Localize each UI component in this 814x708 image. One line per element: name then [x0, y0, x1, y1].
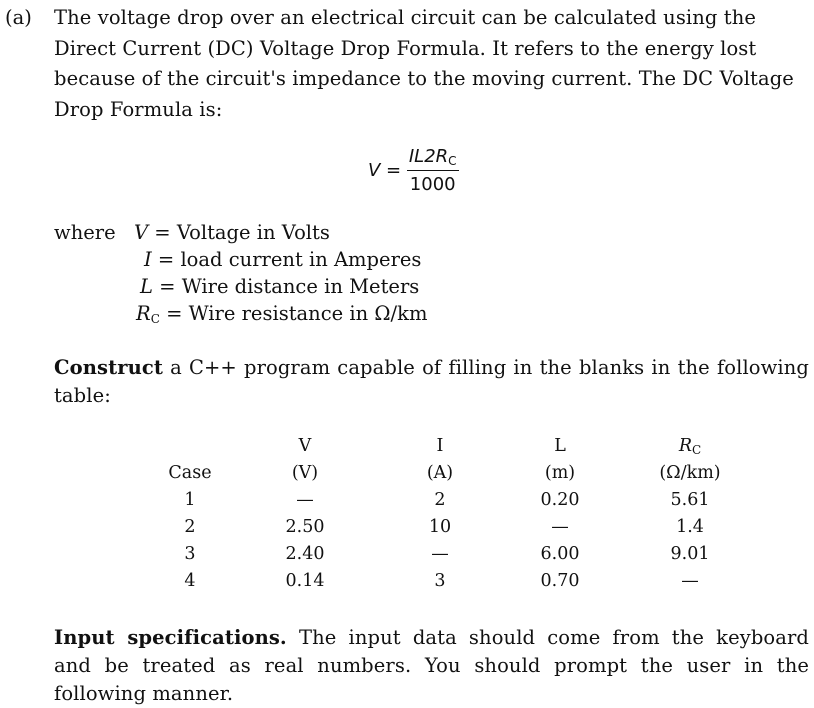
table-cell: —: [681, 570, 699, 591]
unit-rc: (Ω/km): [659, 462, 721, 483]
construct-bold: Construct: [54, 356, 163, 379]
table-row: [155, 567, 755, 594]
part-label: (a): [5, 6, 32, 29]
column-header-i: I: [436, 435, 444, 456]
definition-v: V = Voltage in Volts: [134, 221, 330, 244]
formula-denominator: 1000: [409, 174, 456, 195]
unit-v: (V): [291, 462, 319, 483]
table-cell: 0.20: [540, 489, 580, 510]
table-row: [155, 540, 755, 567]
formula-lhs: V =: [368, 160, 402, 181]
table-row: [155, 513, 755, 540]
unit-i: (A): [426, 462, 454, 483]
column-header-case: Case: [168, 462, 212, 483]
table-cell: 9.01: [670, 543, 710, 564]
intro-line: Direct Current (DC) Voltage Drop Formula. It refers to the energy lost: [54, 36, 757, 60]
table-cell: 10: [428, 516, 452, 537]
formula-numerator: $IL2R_C$: [407, 146, 459, 171]
table-units-row: [155, 459, 755, 486]
table-cell: 4: [184, 570, 196, 591]
input-spec-line-1: The input data should come from the keyboard: [286, 626, 809, 649]
table-cell: 2: [184, 516, 196, 537]
construct-line-2: table:: [54, 384, 111, 407]
column-header-v: V: [298, 435, 312, 456]
table-cell: 2.50: [285, 516, 325, 537]
construct-paragraph: [54, 354, 809, 410]
column-header-rc: $R_C$: [678, 435, 702, 457]
input-spec-line-3: following manner.: [54, 682, 234, 705]
formula-fraction: [407, 146, 459, 195]
table-cell: 2.40: [285, 543, 325, 564]
table-cell: 3: [184, 543, 196, 564]
voltage-drop-formula: [368, 146, 459, 195]
table-cell: 1: [184, 489, 196, 510]
intro-paragraph: [54, 3, 809, 125]
unit-l: (m): [544, 462, 576, 483]
table-cell: 6.00: [540, 543, 580, 564]
column-header-l: L: [554, 435, 566, 456]
table-cell: 5.61: [670, 489, 710, 510]
definition-l: L = Wire distance in Meters: [140, 275, 420, 298]
construct-line-1: a C++ program capable of filling in the blanks in the following: [162, 356, 809, 379]
input-spec-bold: Input specifications.: [54, 626, 287, 649]
table-cell: 2: [434, 489, 446, 510]
definition-rc: $R_C$ = Wire resistance in Ω/km: [136, 302, 428, 326]
table-header-row: [155, 432, 755, 459]
input-spec-paragraph: [54, 624, 809, 708]
where-label: where: [54, 221, 116, 244]
table-row: [155, 486, 755, 513]
intro-line: Drop Formula is:: [54, 97, 223, 121]
definition-i: I = load current in Amperes: [144, 248, 422, 271]
variable-definitions: [134, 219, 427, 327]
intro-line: The voltage drop over an electrical circuit can be calculated using the: [54, 6, 757, 29]
input-spec-line-2: and be treated as real numbers. You should prompt the user in the: [54, 654, 809, 677]
table-cell: 3: [434, 570, 446, 591]
table-cell: 0.70: [540, 570, 580, 591]
table-cell: 1.4: [676, 516, 704, 537]
table-cell: —: [431, 543, 449, 564]
intro-line: because of the circuit's impedance to the moving current. The DC Voltage: [54, 67, 794, 90]
table-cell: —: [296, 489, 314, 510]
table-cell: 0.14: [285, 570, 325, 591]
blanks-table: [155, 432, 755, 594]
table-cell: —: [551, 516, 569, 537]
